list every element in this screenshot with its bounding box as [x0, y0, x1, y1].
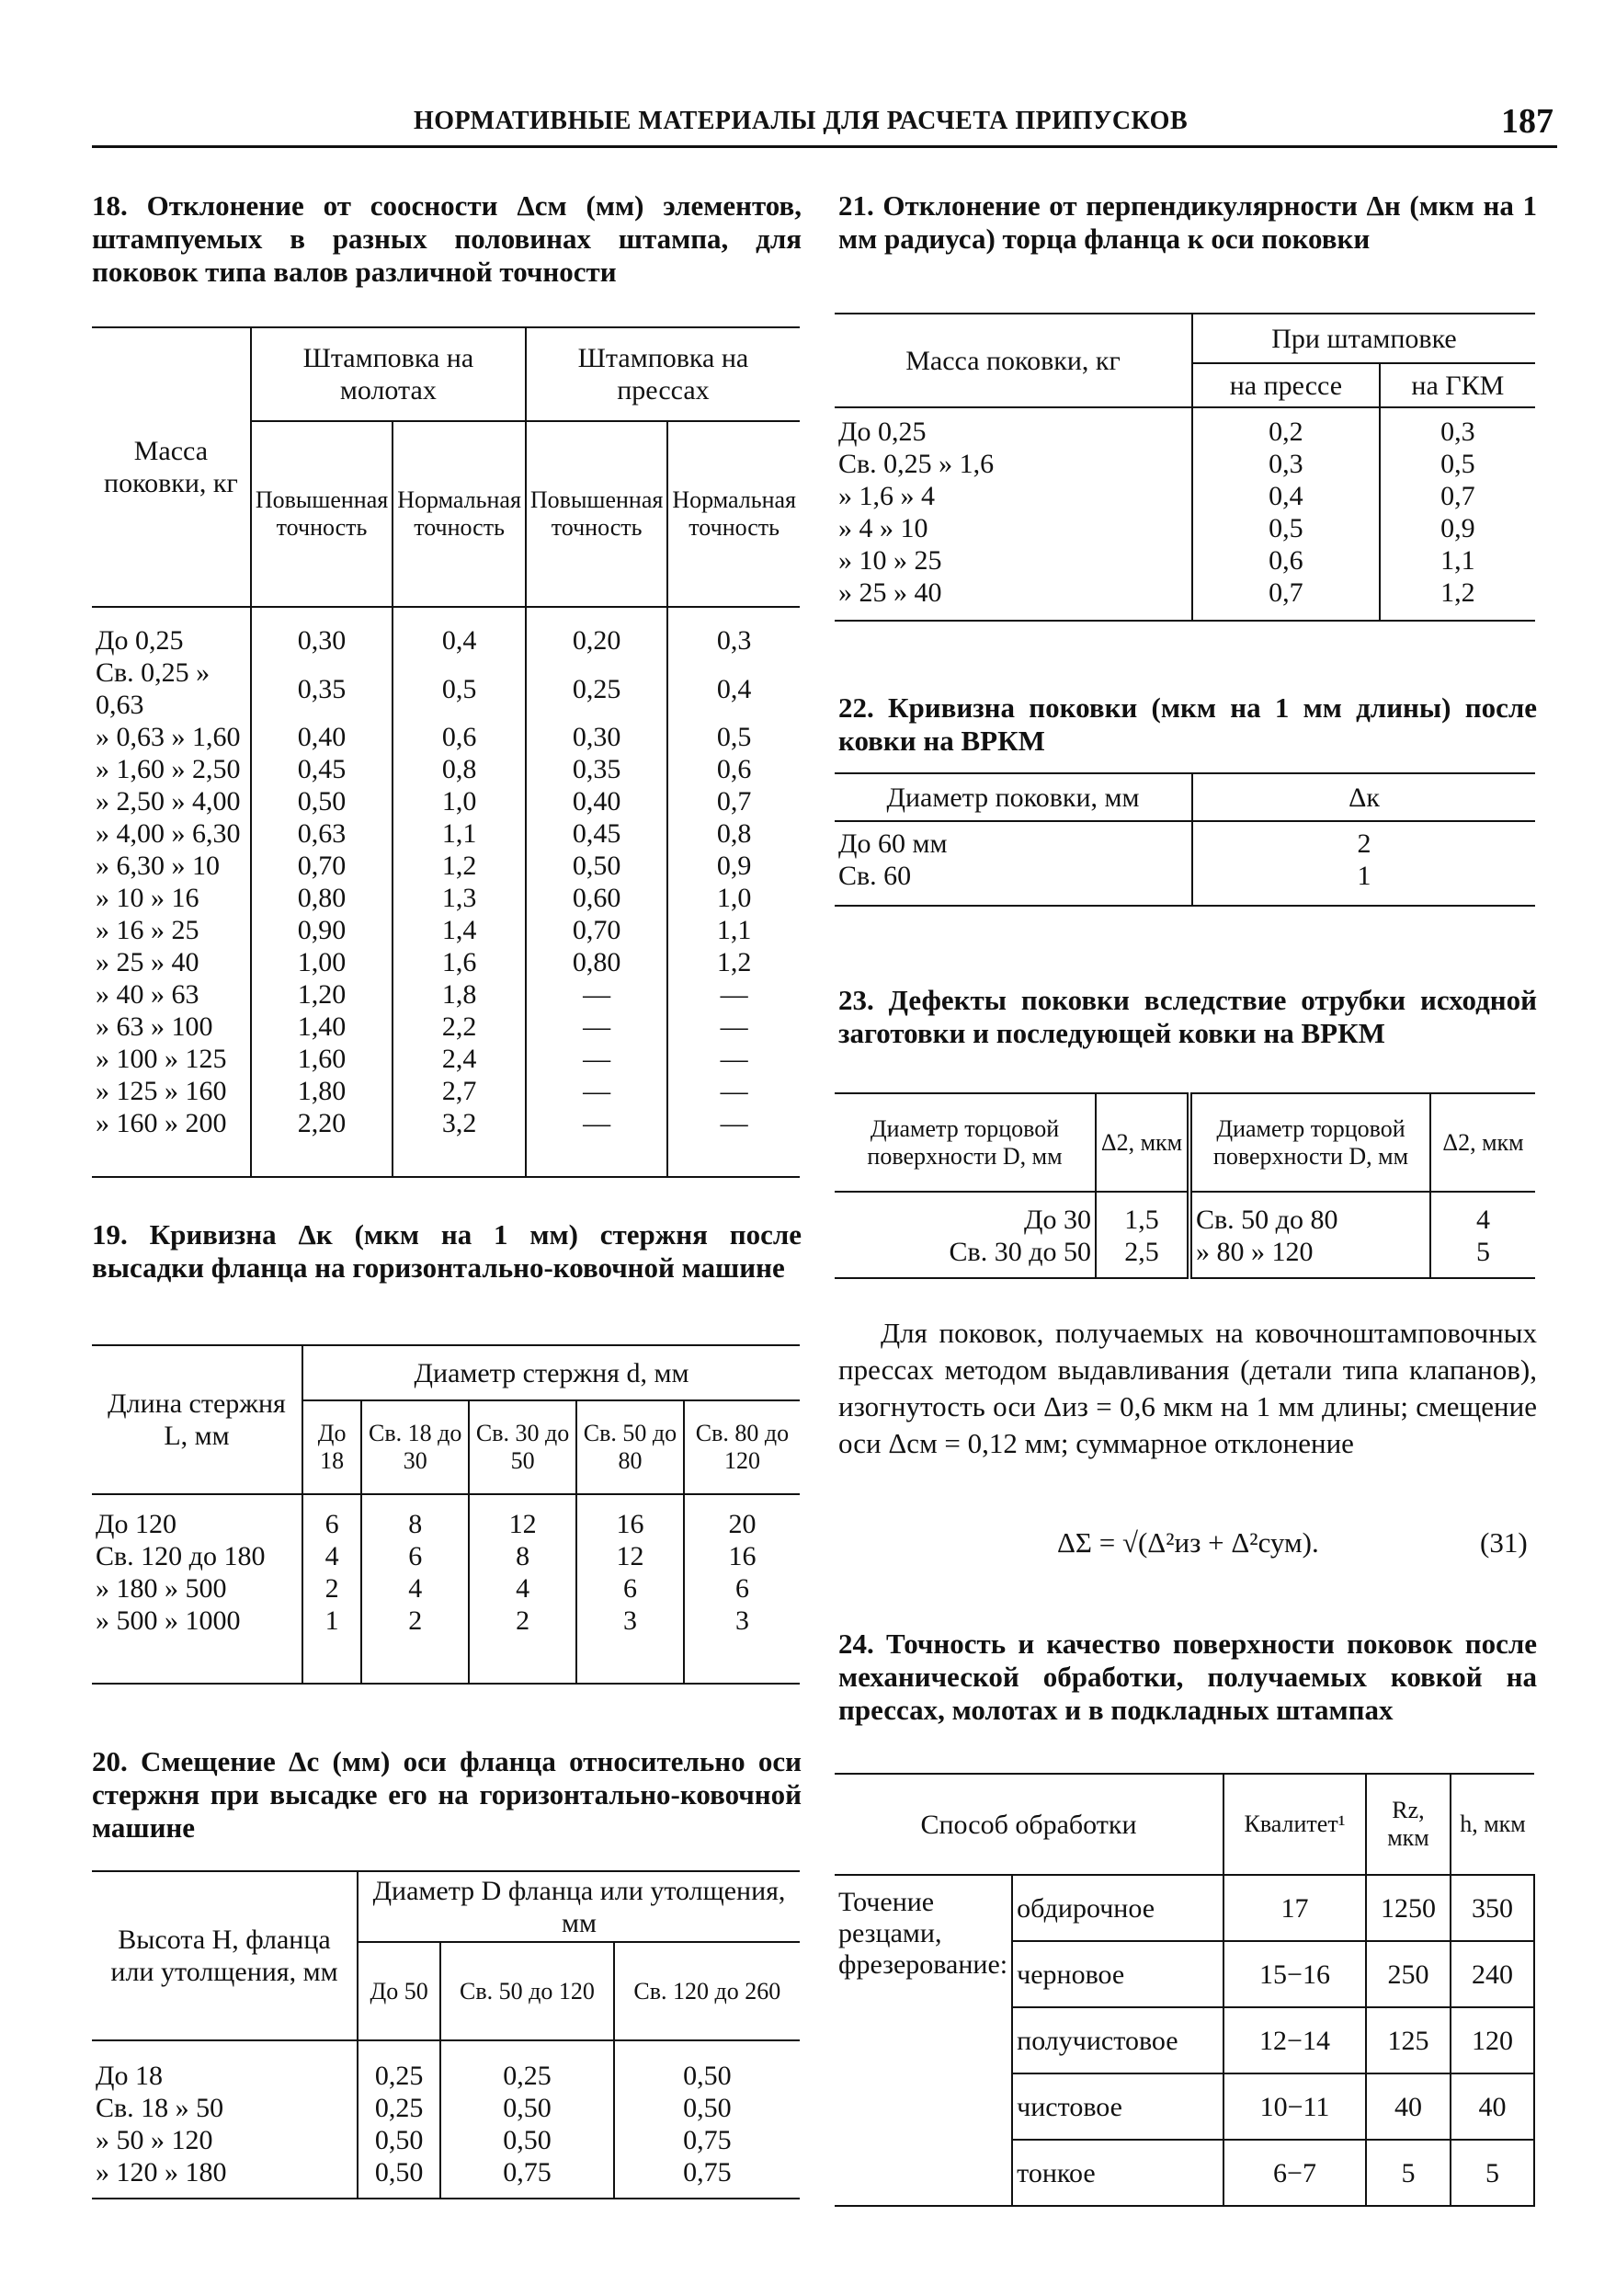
t23-head-diam: Диаметр торцовой поверхности D, мм [1212, 1114, 1409, 1170]
t19-cell-value: 6 [576, 1572, 684, 1605]
t24-cell-value: 250 [1366, 1941, 1451, 2007]
t18-cell-value: 0,80 [251, 882, 393, 914]
t19-cell-value: 16 [684, 1540, 800, 1572]
t20-head-col: Св. 120 до 260 [614, 1942, 800, 2040]
table-19-caption: 19. Кривизна Δк (мкм на 1 мм) стержня после высадки фланца на горизонтально-ковочной машине [92, 1218, 802, 1284]
t20-cell-value: 0,50 [358, 2124, 440, 2156]
t18-cell-value: 1,00 [251, 946, 393, 978]
t18-cell-value: 0,5 [393, 657, 526, 721]
table-row [835, 577, 1535, 609]
table-row [835, 448, 1535, 480]
t18-head-norm: Нормальная точность [667, 421, 800, 607]
t18-cell-value: 1,1 [393, 817, 526, 850]
t18-cell-value: 0,7 [667, 785, 800, 817]
t18-cell-mass: » 100 » 125 [96, 1044, 227, 1074]
t18-cell-value: 1,2 [393, 850, 526, 882]
t18-cell-mass: » 10 » 16 [96, 883, 199, 913]
table-19 [92, 1344, 800, 1685]
t20-head-col: Св. 50 до 120 [440, 1942, 613, 2040]
t24-cell-value: 10−11 [1223, 2073, 1366, 2140]
t18-cell-mass: » 16 » 25 [96, 915, 199, 945]
t24-head-kval: Квалитет¹ [1223, 1774, 1366, 1875]
t18-cell-mass: » 63 » 100 [96, 1011, 213, 1042]
t20-head-diam: Диаметр D фланца или утолщения, мм [358, 1871, 800, 1942]
table-row [92, 2092, 800, 2124]
table-row [92, 1011, 800, 1043]
t18-cell-value: 1,40 [251, 1011, 393, 1043]
t23-cell-diam: До 30 [1024, 1205, 1091, 1235]
t18-head-inc: Повышенная точность [526, 421, 667, 607]
t18-cell-value: 0,45 [251, 753, 393, 785]
t18-cell-value: 0,30 [251, 624, 393, 657]
t20-cell-value: 0,25 [358, 2092, 440, 2124]
table-row [92, 2124, 800, 2156]
t24-head-h: h, мкм [1451, 1774, 1534, 1875]
t18-cell-value: 0,50 [251, 785, 393, 817]
table-row [92, 657, 800, 721]
t18-cell-value: 0,30 [526, 721, 667, 753]
table-row [92, 1540, 800, 1572]
table-row [92, 978, 800, 1011]
t18-cell-mass: Св. 0,25 » 0,63 [96, 657, 211, 720]
table-row [92, 914, 800, 946]
table-20-caption: 20. Смещение Δс (мм) оси фланца относительно оси стержня при высадке его на горизонтально-ковочной машине [92, 1745, 802, 1844]
t19-cell-value: 4 [302, 1540, 361, 1572]
t20-cell-value: 0,50 [440, 2124, 613, 2156]
t21-cell-value: 0,2 [1192, 416, 1380, 448]
t18-cell-value: 2,20 [251, 1107, 393, 1139]
t18-cell-value: — [667, 1043, 800, 1075]
t19-cell-value: 2 [469, 1605, 576, 1637]
t18-cell-value: 1,80 [251, 1075, 393, 1107]
t23-cell-diam: » 80 » 120 [1196, 1237, 1314, 1267]
table-row [835, 544, 1535, 577]
t18-cell-value: 2,7 [393, 1075, 526, 1107]
t24-cell-value: 350 [1451, 1875, 1534, 1941]
t18-cell-value: 1,4 [393, 914, 526, 946]
t18-cell-value: 1,8 [393, 978, 526, 1011]
t24-cell-value: 40 [1451, 2073, 1534, 2140]
t18-cell-value: 0,6 [667, 753, 800, 785]
t18-cell-value: 0,4 [393, 624, 526, 657]
t21-cell-mass: » 10 » 25 [838, 545, 942, 576]
t19-cell-value: 16 [576, 1508, 684, 1540]
table-row [835, 828, 1535, 860]
t18-cell-value: 0,90 [251, 914, 393, 946]
t19-cell-value: 3 [684, 1605, 800, 1637]
t19-cell-value: 8 [361, 1508, 469, 1540]
t18-cell-value: 1,1 [667, 914, 800, 946]
t20-cell-value: 0,25 [440, 2060, 613, 2092]
table-21 [835, 313, 1535, 622]
table-row [835, 480, 1535, 512]
body-paragraph: Для поковок, получаемых на ковочноштамповочных прессах методом выдавливания (детали типа клапанов), изогнутость оси Δиз = 0,6 мкм на 1 мм длины; смещение оси Δсм = 0,12 мм; суммарное отклонение [838, 1317, 1537, 1459]
t23-head-d2: Δ2, мкм [1430, 1093, 1535, 1192]
t20-cell-value: 0,50 [614, 2060, 800, 2092]
t20-cell-value: 0,75 [614, 2156, 800, 2188]
t18-cell-value: 0,25 [526, 657, 667, 721]
t24-cell-value: 12−14 [1223, 2007, 1366, 2073]
t18-head-norm: Нормальная точность [393, 421, 526, 607]
t24-cell-value: 6−7 [1223, 2140, 1366, 2206]
t21-cell-value: 0,7 [1192, 577, 1380, 609]
t23-head-d2: Δ2, мкм [1096, 1093, 1189, 1192]
t18-cell-value: 0,5 [667, 721, 800, 753]
table-row [92, 1572, 800, 1605]
t24-group-label: Точение резцами, фрезерование: [838, 1887, 1008, 1980]
t19-head-col: До 18 [302, 1400, 361, 1494]
table-24-caption: 24. Точность и качество поверхности поковок после механической обработки, получаемых ковкой на прессах, молотах и в подкладных штампах [838, 1628, 1537, 1726]
t23-cell-value: 4 [1430, 1192, 1535, 1236]
table-18-caption: 18. Отклонение от соосности Δсм (мм) элементов, штампуемых в разных половинах штампа, для поковок типа валов различной точности [92, 189, 802, 288]
table-row [835, 416, 1535, 448]
table-row [92, 1605, 800, 1637]
t19-head-diam: Диаметр стержня d, мм [302, 1345, 800, 1400]
table-23 [835, 1092, 1535, 1279]
header-title: НОРМАТИВНЫЕ МАТЕРИАЛЫ ДЛЯ РАСЧЕТА ПРИПУСКОВ [414, 107, 1189, 135]
t24-cell-value: 17 [1223, 1875, 1366, 1941]
t18-cell-value: 0,8 [393, 753, 526, 785]
table-row [835, 1236, 1535, 1268]
t22-cell-diam: Св. 60 [838, 861, 912, 891]
t19-cell-value: 2 [302, 1572, 361, 1605]
t19-head-col: Св. 30 до 50 [469, 1400, 576, 1494]
t18-cell-value: 0,8 [667, 817, 800, 850]
t20-cell-value: 0,50 [358, 2156, 440, 2188]
t19-cell-value: 4 [361, 1572, 469, 1605]
t21-cell-mass: » 1,6 » 4 [838, 481, 935, 511]
table-row [92, 753, 800, 785]
t19-cell-value: 12 [576, 1540, 684, 1572]
t18-cell-value: — [526, 1107, 667, 1139]
t22-head-dk: Δк [1192, 773, 1535, 821]
t20-cell-value: 0,50 [440, 2092, 613, 2124]
t18-cell-mass: » 2,50 » 4,00 [96, 786, 241, 817]
t21-cell-value: 0,4 [1192, 480, 1380, 512]
t23-cell-value: 2,5 [1096, 1236, 1189, 1268]
t18-cell-value: 1,60 [251, 1043, 393, 1075]
t21-cell-value: 1,2 [1380, 577, 1535, 609]
t18-cell-value: 0,6 [393, 721, 526, 753]
t23-cell-diam: Св. 30 до 50 [949, 1237, 1091, 1267]
t19-cell-value: 6 [361, 1540, 469, 1572]
t18-cell-mass: » 6,30 » 10 [96, 851, 220, 881]
t19-cell-value: 3 [576, 1605, 684, 1637]
table-row [92, 624, 800, 657]
t24-cell-method: получистовое [1012, 2007, 1223, 2073]
t18-cell-value: 0,35 [251, 657, 393, 721]
table-row [92, 1043, 800, 1075]
table-23-caption: 23. Дефекты поковки вследствие отрубки исходной заготовки и последующей ковки на ВРКМ [838, 984, 1537, 1049]
t18-cell-value: 2,4 [393, 1043, 526, 1075]
t22-cell-diam: До 60 мм [838, 828, 948, 859]
t19-head-col: Св. 80 до 120 [684, 1400, 800, 1494]
t21-cell-mass: » 4 » 10 [838, 513, 928, 543]
t20-cell-value: 0,50 [614, 2092, 800, 2124]
t19-cell-value: 8 [469, 1540, 576, 1572]
t24-cell-value: 240 [1451, 1941, 1534, 2007]
t21-cell-value: 0,3 [1380, 416, 1535, 448]
t19-cell-value: 1 [302, 1605, 361, 1637]
t18-cell-value: 0,45 [526, 817, 667, 850]
t18-cell-mass: » 1,60 » 2,50 [96, 754, 241, 784]
t18-cell-value: — [667, 1011, 800, 1043]
t19-cell-value: 2 [361, 1605, 469, 1637]
equation-number: (31) [1480, 1526, 1528, 1559]
t18-cell-value: 0,40 [526, 785, 667, 817]
t24-cell-value: 1250 [1366, 1875, 1451, 1941]
t20-cell-value: 0,75 [440, 2156, 613, 2188]
t19-cell-value: 12 [469, 1508, 576, 1540]
t18-head-inc: Повышенная точность [251, 421, 393, 607]
t18-cell-value: 0,70 [251, 850, 393, 882]
t19-cell-len: » 180 » 500 [96, 1573, 227, 1604]
t20-cell-height: » 120 » 180 [96, 2157, 227, 2187]
t24-head-rz: Rz, мкм [1366, 1774, 1451, 1875]
t18-cell-value: — [526, 1075, 667, 1107]
t19-cell-len: » 500 » 1000 [96, 1605, 241, 1636]
t19-cell-value: 20 [684, 1508, 800, 1540]
t21-head-stamp: При штамповке [1192, 314, 1535, 363]
t18-cell-value: 0,20 [526, 624, 667, 657]
t24-cell-value: 40 [1366, 2073, 1451, 2140]
t18-head-hammer: Штамповка на молотах [251, 327, 526, 421]
t18-cell-mass: » 25 » 40 [96, 947, 199, 977]
t18-cell-value: — [667, 1107, 800, 1139]
t18-cell-mass: До 0,25 [96, 625, 184, 656]
t18-cell-value: 2,2 [393, 1011, 526, 1043]
page-header [92, 103, 1557, 148]
t24-cell-method: черновое [1012, 1941, 1223, 2007]
t24-cell-method: чистовое [1012, 2073, 1223, 2140]
t24-cell-value: 5 [1451, 2140, 1534, 2206]
table-row [835, 512, 1535, 544]
t21-cell-mass: Св. 0,25 » 1,6 [838, 449, 995, 479]
t18-head-press: Штамповка на прессах [526, 327, 800, 421]
table-row [835, 1192, 1535, 1236]
table-22-caption: 22. Кривизна поковки (мкм на 1 мм длины) после ковки на ВРКМ [838, 691, 1537, 757]
t18-cell-value: 0,70 [526, 914, 667, 946]
t19-head-col: Св. 50 до 80 [576, 1400, 684, 1494]
t20-cell-value: 0,75 [614, 2124, 800, 2156]
t18-cell-mass: » 40 » 63 [96, 979, 199, 1010]
t18-cell-value: 1,0 [393, 785, 526, 817]
t18-head-mass: Масса поковки, кг [92, 327, 251, 607]
t20-cell-height: Св. 18 » 50 [96, 2093, 224, 2123]
t19-cell-len: Св. 120 до 180 [96, 1541, 266, 1571]
t18-cell-value: 0,40 [251, 721, 393, 753]
t23-cell-value: 5 [1430, 1236, 1535, 1268]
t18-cell-value: 0,63 [251, 817, 393, 850]
t18-cell-value: 1,20 [251, 978, 393, 1011]
t18-cell-value: 1,2 [667, 946, 800, 978]
t21-cell-value: 0,5 [1192, 512, 1380, 544]
t21-cell-value: 0,6 [1192, 544, 1380, 577]
t18-cell-value: — [526, 978, 667, 1011]
table-row [92, 850, 800, 882]
t24-cell-value: 5 [1366, 2140, 1451, 2206]
t18-cell-value: 0,80 [526, 946, 667, 978]
t18-cell-value: 0,50 [526, 850, 667, 882]
t19-cell-value: 6 [684, 1572, 800, 1605]
t19-head-len: Длина стержня L, мм [92, 1345, 302, 1494]
formula: ΔΣ = √(Δ²из + Δ²сум). [1057, 1526, 1319, 1559]
table-row [92, 1107, 800, 1139]
t18-cell-value: — [526, 1011, 667, 1043]
table-row [92, 785, 800, 817]
t18-cell-mass: » 125 » 160 [96, 1076, 227, 1106]
t22-cell-value: 2 [1192, 828, 1535, 860]
t21-cell-value: 0,3 [1192, 448, 1380, 480]
t21-cell-value: 0,5 [1380, 448, 1535, 480]
t24-cell-value: 15−16 [1223, 1941, 1366, 2007]
t18-cell-value: 1,3 [393, 882, 526, 914]
t23-head-diam: Диаметр торцовой поверхности D, мм [867, 1114, 1063, 1170]
t24-cell-value: 120 [1451, 2007, 1534, 2073]
t21-head-mass: Масса поковки, кг [835, 314, 1192, 407]
t18-cell-mass: » 0,63 » 1,60 [96, 722, 241, 752]
t22-head-diam: Диаметр поковки, мм [886, 782, 1140, 813]
table-row [92, 721, 800, 753]
table-row [92, 2156, 800, 2188]
page-number: 187 [1501, 102, 1553, 141]
t18-cell-value: 0,35 [526, 753, 667, 785]
t20-head-col: До 50 [358, 1942, 440, 2040]
t21-cell-mass: До 0,25 [838, 417, 927, 447]
t18-cell-value: — [667, 1075, 800, 1107]
t19-head-col: Св. 18 до 30 [361, 1400, 469, 1494]
table-row [92, 2060, 800, 2092]
t19-cell-value: 4 [469, 1572, 576, 1605]
t18-cell-value: 0,60 [526, 882, 667, 914]
table-row [92, 882, 800, 914]
t20-cell-value: 0,25 [358, 2060, 440, 2092]
t18-cell-value: — [526, 1043, 667, 1075]
table-20 [92, 1870, 800, 2199]
t23-cell-value: 1,5 [1096, 1192, 1189, 1236]
t23-cell-diam: Св. 50 до 80 [1196, 1205, 1338, 1235]
t19-cell-value: 6 [302, 1508, 361, 1540]
t18-cell-value: 3,2 [393, 1107, 526, 1139]
t18-cell-value: 0,4 [667, 657, 800, 721]
t24-head-method: Способ обработки [920, 1809, 1137, 1840]
t18-cell-value: — [667, 978, 800, 1011]
t18-cell-value: 1,6 [393, 946, 526, 978]
table-row [835, 1875, 1534, 1941]
t22-cell-value: 1 [1192, 860, 1535, 892]
t21-cell-value: 1,1 [1380, 544, 1535, 577]
t20-cell-height: До 18 [96, 2061, 163, 2091]
t21-cell-value: 0,7 [1380, 480, 1535, 512]
t21-head-gkm: на ГКМ [1380, 363, 1535, 407]
table-21-caption: 21. Отклонение от перпендикулярности Δн (мкм на 1 мм радиуса) торца фланца к оси поковки [838, 189, 1537, 255]
t18-cell-value: 0,9 [667, 850, 800, 882]
t21-head-press: на прессе [1192, 363, 1380, 407]
t24-cell-method: тонкое [1012, 2140, 1223, 2206]
table-18 [92, 326, 800, 1178]
table-row [92, 1075, 800, 1107]
t21-cell-value: 0,9 [1380, 512, 1535, 544]
table-row [92, 817, 800, 850]
table-row [92, 946, 800, 978]
table-22 [835, 772, 1535, 907]
t20-cell-height: » 50 » 120 [96, 2125, 213, 2155]
table-24 [835, 1773, 1535, 2207]
t21-cell-mass: » 25 » 40 [838, 577, 942, 608]
t18-cell-value: 0,3 [667, 624, 800, 657]
t18-cell-mass: » 4,00 » 6,30 [96, 818, 241, 849]
t20-head-height: Высота H, фланца или утолщения, мм [92, 1871, 358, 2040]
t24-cell-method: обдирочное [1012, 1875, 1223, 1941]
t18-cell-value: 1,0 [667, 882, 800, 914]
t19-cell-len: До 120 [96, 1509, 176, 1539]
t24-cell-value: 125 [1366, 2007, 1451, 2073]
table-row [92, 1508, 800, 1540]
t18-cell-mass: » 160 » 200 [96, 1108, 227, 1138]
table-row [835, 860, 1535, 892]
